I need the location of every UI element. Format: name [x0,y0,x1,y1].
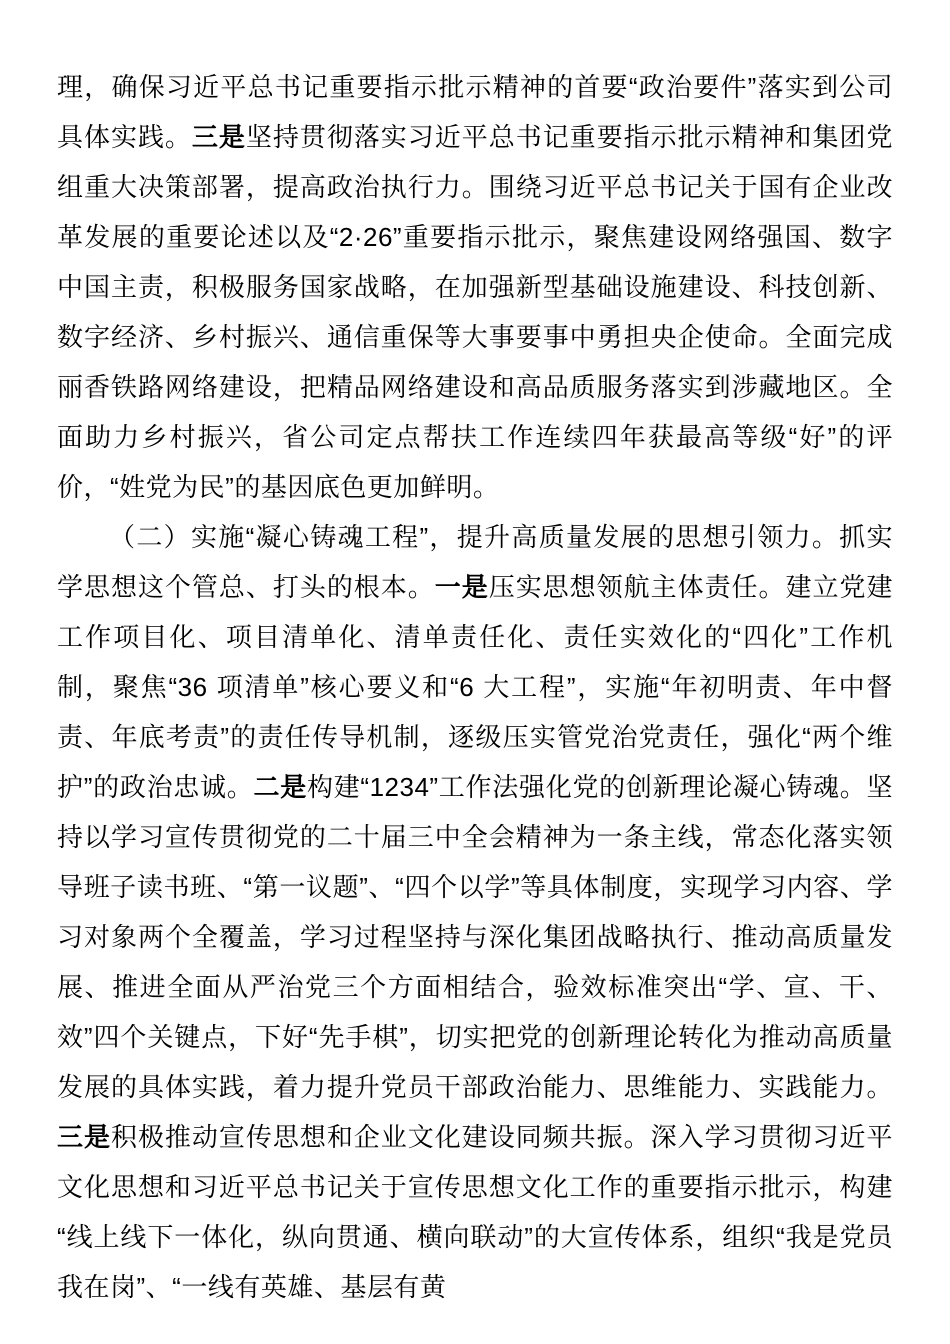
body-text: 压实思想领航主体责任。建立党建工作项目化、项目清单化、清单责任化、责任实效化的“四化”工作机制，聚焦“36 项清单”核心要义和“6 大工程”，实施“年初明责、年中督责、年底考责”的责任传导机制，逐级压实管党治党责任，强化“两个维护”的政治忠诚。 [57,572,893,802]
body-text: 理，确保习近平总书记重要指示批示精神的首要“政治要件”落实到公司具体实践。 [57,72,893,152]
bold-emphasis-text: 二是 [253,772,307,802]
bold-emphasis-text: 三是 [57,1122,111,1152]
document-body [57,62,893,1312]
body-text: （二）实施“凝心铸魂工程”，提升高质量发展的思想引领力。抓实学思想这个管总、打头的根本。 [57,522,893,602]
paragraph-continuation-section-1 [57,62,893,512]
paragraph-section-2 [57,512,893,1312]
bold-emphasis-text: 三是 [191,122,246,152]
body-text: 构建“1234”工作法强化党的创新理论凝心铸魂。坚持以学习宣传贯彻党的二十届三中全会精神为一条主线，常态化落实领导班子读书班、“第一议题”、“四个以学”等具体制度，实现学习内容、学习对象两个全覆盖，学习过程坚持与深化集团战略执行、推动高质量发展、推进全面从严治党三个方面相结合，验效标准突出“学、宣、干、效”四个关键点，下好“先手棋”，切实把党的创新理论转化为推动高质量发展的具体实践，着力提升党员干部政治能力、思维能力、实践能力。 [57,772,893,1102]
body-text: 积极推动宣传思想和企业文化建设同频共振。深入学习贯彻习近平文化思想和习近平总书记关于宣传思想文化工作的重要指示批示，构建“线上线下一体化，纵向贯通、横向联动”的大宣传体系，组织“我是党员我在岗”、“一线有英雄、基层有黄 [57,1122,893,1302]
body-text: 坚持贯彻落实习近平总书记重要指示批示精神和集团党组重大决策部署，提高政治执行力。围绕习近平总书记关于国有企业改革发展的重要论述以及“2·26”重要指示批示，聚焦建设网络强国、数字中国主责，积极服务国家战略，在加强新型基础设施建设、科技创新、数字经济、乡村振兴、通信重保等大事要事中勇担央企使命。全面完成丽香铁路网络建设，把精品网络建设和高品质服务落实到涉藏地区。全面助力乡村振兴，省公司定点帮扶工作连续四年获最高等级“好”的评价，“姓党为民”的基因底色更加鲜明。 [57,122,893,502]
bold-emphasis-text: 一是 [434,572,489,602]
